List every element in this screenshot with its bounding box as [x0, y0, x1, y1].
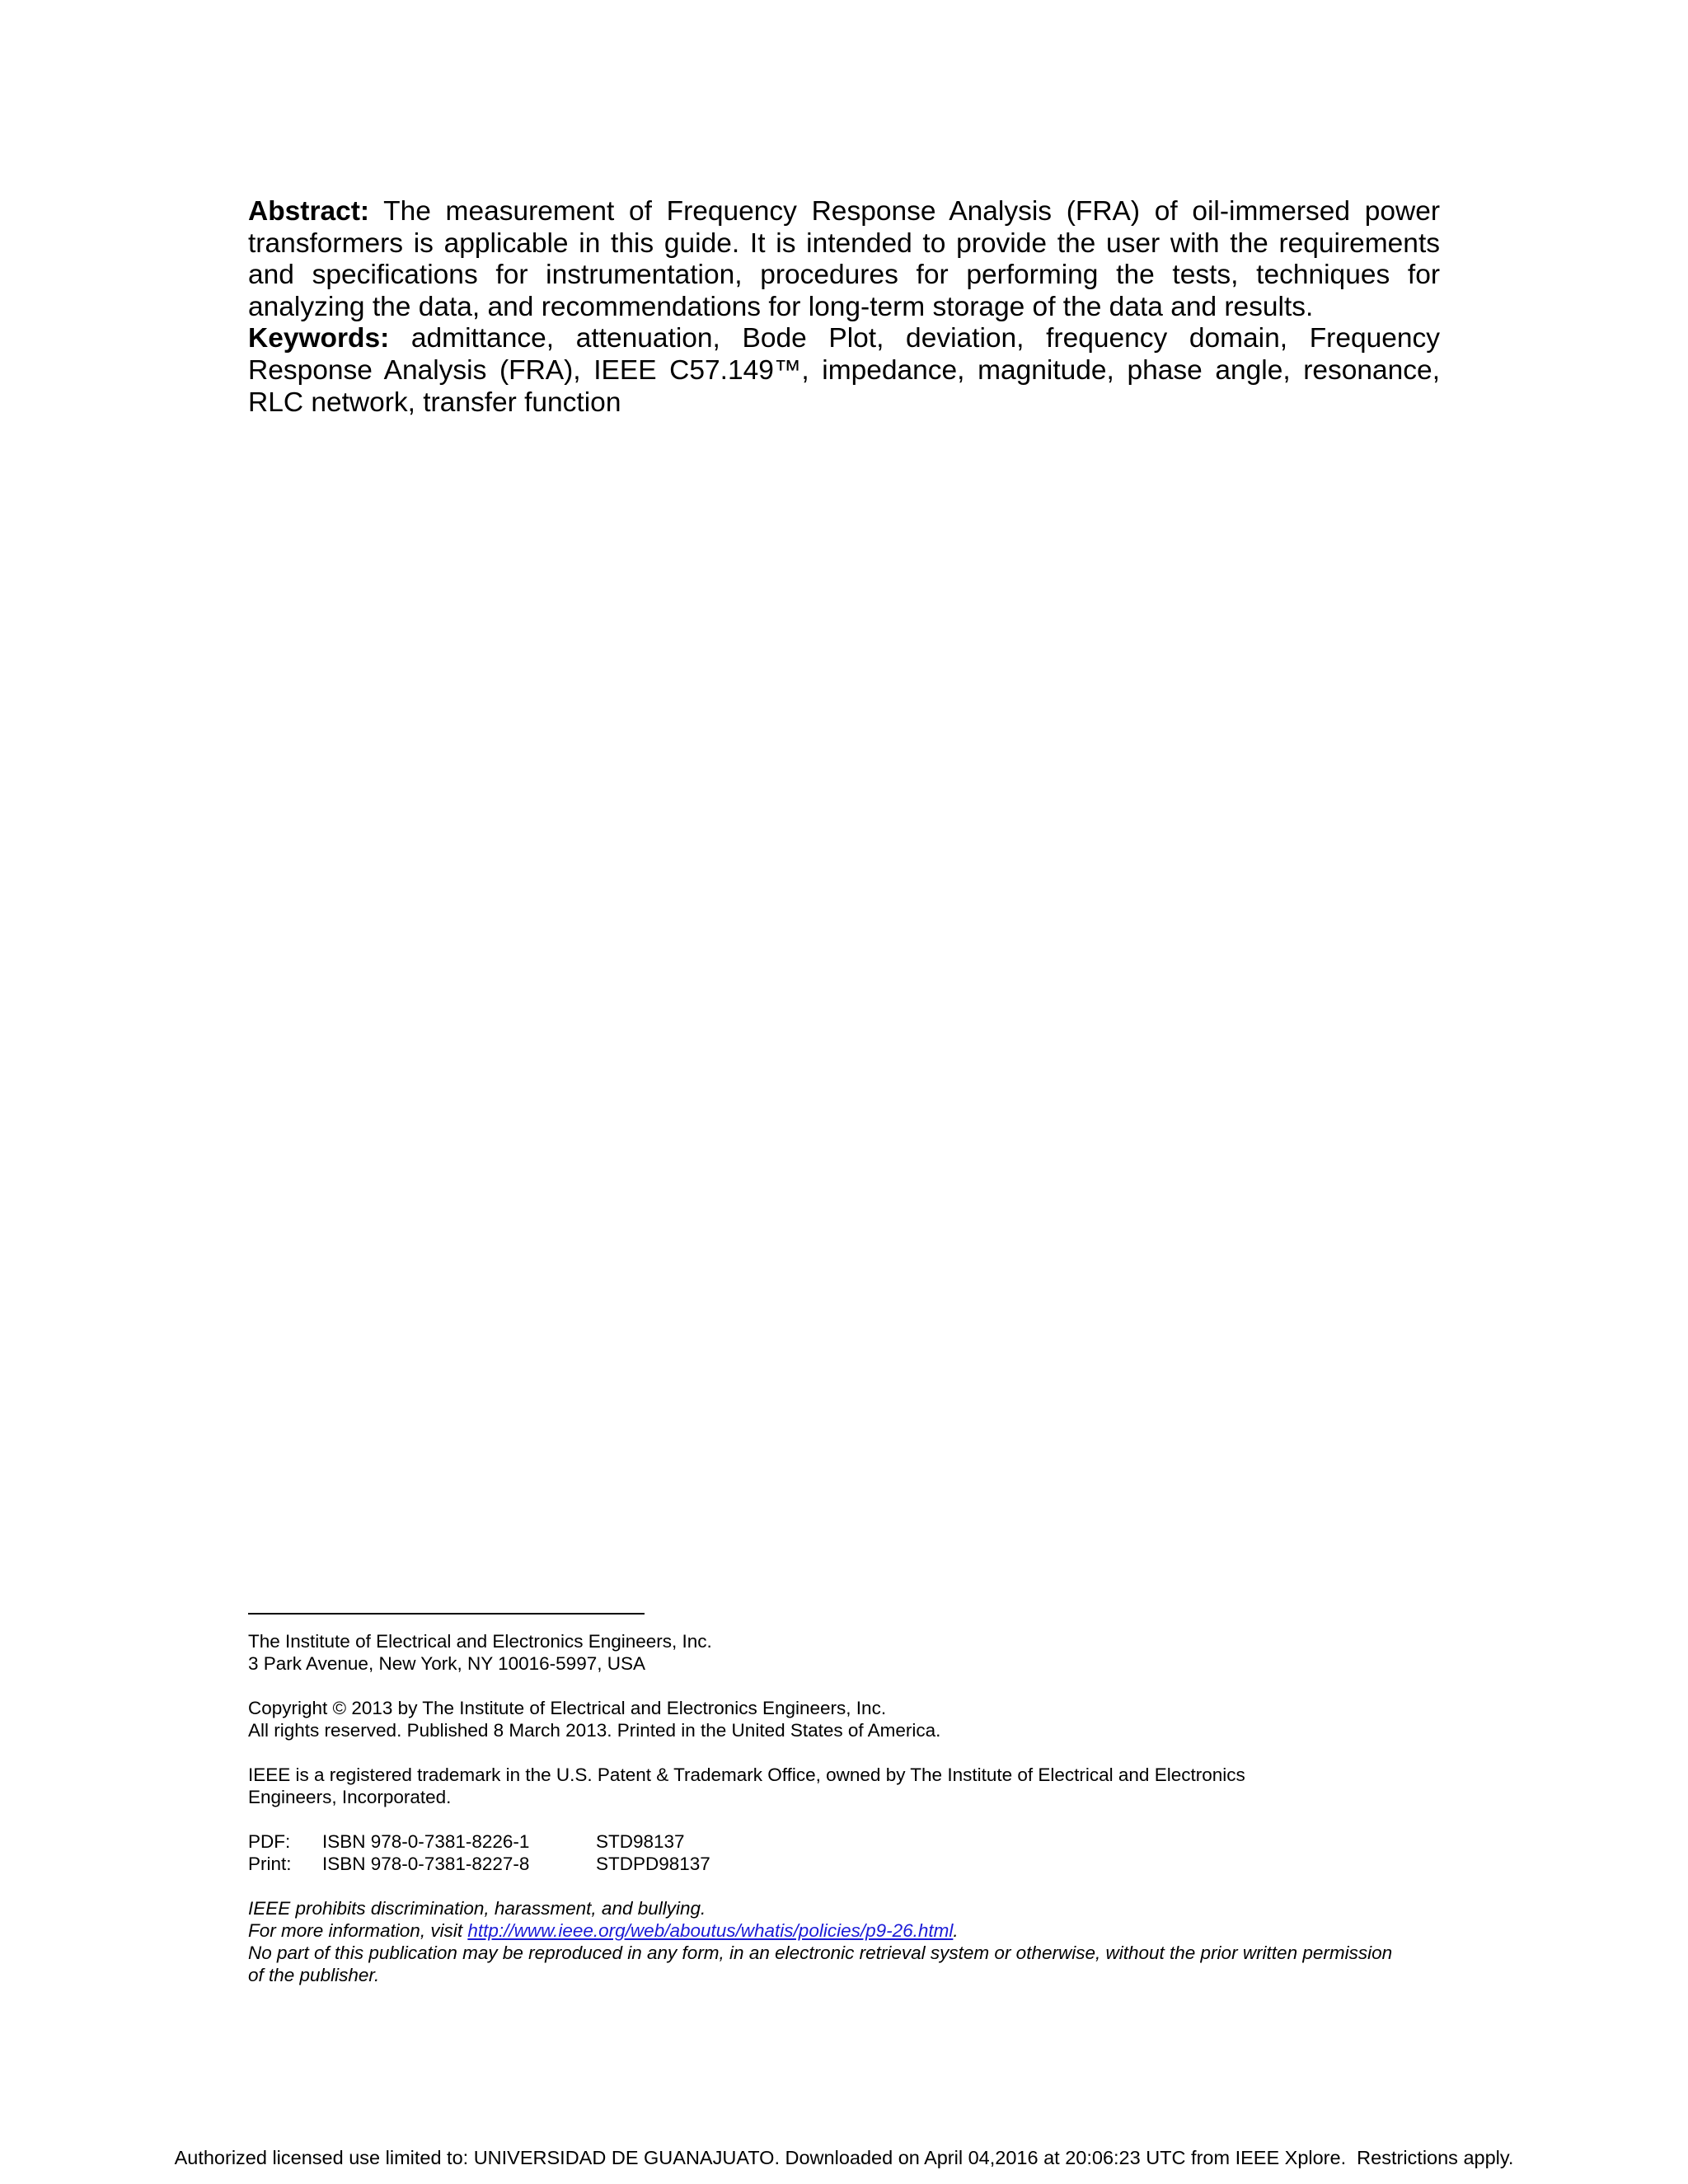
publisher-address: 3 Park Avenue, New York, NY 10016-5997, USA: [248, 1653, 645, 1674]
isbn-format-label: Print:: [248, 1854, 292, 1874]
notice-block: [248, 1897, 1451, 1986]
trademark-line-2: Engineers, Incorporated.: [248, 1787, 452, 1807]
trademark-line-1: IEEE is a registered trademark in the U.S. Patent & Trademark Office, owned by The Institute of Electrical and Electronics: [248, 1765, 1245, 1785]
copyright-line: Copyright © 2013 by The Institute of Electrical and Electronics Engineers, Inc.: [248, 1698, 887, 1718]
isbn-code: STD98137: [596, 1831, 685, 1852]
rights-line: All rights reserved. Published 8 March 2013. Printed in the United States of America.: [248, 1720, 941, 1741]
trademark-block: [248, 1764, 1451, 1808]
keywords-label: Keywords:: [248, 323, 390, 354]
abstract-section: [248, 196, 1440, 419]
isbn-row-print: [248, 1853, 1451, 1875]
notice-link-prefix: For more information, visit: [248, 1920, 468, 1941]
notice-link-suffix: .: [953, 1920, 959, 1941]
isbn-row-pdf: [248, 1830, 1451, 1853]
keywords-text: admittance, attenuation, Bode Plot, deviation, frequency domain, Frequency Response Analysis (FRA), IEEE C57.149™, impedance, magnitude, phase angle, resonance, RLC network, transfer function: [248, 323, 1440, 418]
notice-line-4: of the publisher.: [248, 1965, 380, 1985]
publication-info: [248, 1630, 1451, 2008]
notice-line-1: IEEE prohibits discrimination, harassment, and bullying.: [248, 1898, 706, 1919]
isbn-number: ISBN 978-0-7381-8226-1: [322, 1831, 530, 1852]
isbn-code: STDPD98137: [596, 1854, 710, 1874]
footnote-divider: [248, 1613, 645, 1615]
isbn-block: [248, 1830, 1451, 1875]
abstract-paragraph: [248, 196, 1440, 323]
publisher-name: The Institute of Electrical and Electronics Engineers, Inc.: [248, 1631, 712, 1652]
license-footer: Authorized licensed use limited to: UNIVERSIDAD DE GUANAJUATO. Downloaded on April 04,2016 at 20:06:23 UTC from IEEE Xplore. Restrictions apply.: [174, 2147, 1514, 2168]
notice-line-2: [248, 1919, 1451, 1942]
isbn-format-label: PDF:: [248, 1831, 291, 1852]
isbn-number: ISBN 978-0-7381-8227-8: [322, 1854, 530, 1874]
publisher-block: [248, 1630, 1451, 1675]
notice-line-3: No part of this publication may be reproduced in any form, in an electronic retrieval system or otherwise, without the prior written permission: [248, 1943, 1393, 1963]
keywords-paragraph: [248, 323, 1440, 419]
copyright-block: [248, 1697, 1451, 1741]
policy-link[interactable]: http://www.ieee.org/web/aboutus/whatis/policies/p9-26.html: [467, 1920, 954, 1941]
abstract-label: Abstract:: [248, 196, 370, 227]
abstract-text: The measurement of Frequency Response Analysis (FRA) of oil-immersed power transformers is applicable in this guide. It is intended to provide the user with the requirements and specifications for instrumentation, procedures for performing the tests, techniques for analyzing the data, and recommendations for long-term storage of the data and results.: [248, 196, 1440, 322]
